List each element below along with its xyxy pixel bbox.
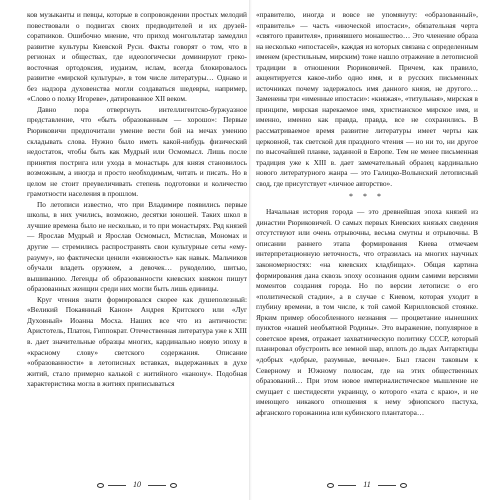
right-page [256,10,478,492]
left-paragraph-1: ков музыканты и певцы, которые в сопровождении простых мелодий повествовали о подвигах своих предводителей и их друзей-соратников. Ошибочно мнение, что приход монгольтатар замедлил развитие культуры Киевской Руси. Факты говорят о том, что в регионах и обществах, где идеологически доминируют греко-восточная ортодоксия, иудаизм, ислам, всегда блокировалось развитие «мирской культуры», в том числе литературы… Однако и без надзора духовенства могли создаваться шедевры, например, «Слово о полку Игореве», датированное XII веком. [27,10,247,104]
right-page-body [256,10,478,418]
left-page-footer [27,478,247,492]
ornament-rule [108,485,126,486]
right-page-number: 11 [363,480,371,489]
right-paragraph-1: «правителю, иногда и вовсе не упомянуту: «образованный», «правитель» — часть «иноческой ипостаси», обязательная черта «святого правителя», принявшего монашество… Это членение образа на несколько «ипостасей», каждая из которых связана с определенным именем (крестильным, мирским) тоже нашло отражение в летописной традиции в отношении Рюриковичей. Причем, как правило, акцентируется какое-либо одно имя, и в русских письменных источниках почему задержалось имя данного князя, не другого… Заменены три «именные ипостаси»: «княжая», «титульная», мирская в принципе, мирская нарекаемое имя, христианское мирское имя, и именно, именно как правда, правда, все не сохранились. В рассматриваемое время развитие литературы имеет черты как церковной, так светской для праздного чтения — но ни то, ни другое по высочайшей планке, заданной в Европе. Тем не менее письменная традиция уже к XIII в. дает замечательный образец кардинально нового литературного жанра — это Галицко-Волынский летописный свод, где присутствует «личное авторство». [256,10,478,188]
section-separator: * * * [349,192,385,202]
left-page-number: 10 [133,480,141,489]
ornament-rule [148,485,166,486]
ornament-icon [326,482,335,488]
ornament-icon [169,482,178,488]
book-gutter [249,0,252,500]
ornament-icon [399,482,408,488]
left-paragraph-2: Давно пора отвергнуть интеллигентско-буржуазное представление, что «быть образованным — хорошо»: Первые Рюриковичи предпочитали умение вести бой на мечах умению складывать слова. Нужно было иметь какой-нибудь физический недостаток, чтобы быть как Мудрый или Осмомысл. Лишь после принятия пострига или ухода в монастырь для князя становилось возможным, а иногда и просто необходимым, читать и писать. Но в целом не стоит преувеличивать степень подготовки и количество грамотности населения в прошлом. [27,104,247,199]
left-paragraph-4: Круг чтения знати формировался скорее как душеполезный: «Великий Покаянный Канон» Андрея Критского или «Луг Духовный» Иоанна Мосха. Наших все что из античности: Аристотель, Платон, Гиппократ. Отечественная литература уже к XIII в. дает значительные образцы многих, кардинально новую эпоху в «красному слову» светского содержания. Описание «образованности» в летописных вставках, выдержанных в духе житий, стало примерно калькой с житийного «канону». Подобная характеристика могла в житиях приписываться [27,294,247,389]
ornament-rule [378,485,396,486]
left-page-body [27,10,247,390]
left-paragraph-3: По летописи известно, что при Владимире появились первые школы, в них учились, возможно, десятки юношей. Таких школ в лучшие времена было не несколько, и то при монастырях. Ряд князей — Ярослав Мудрый и Ярослав Осмомысл, Мстислав, Мономах и другие — стремились распространять свои культурные сеты «ему-разуму», но фактически ценили «книжность» как навык. Мальчиков обучали владеть оружием, а девочек… рукоделию, шитью, вышиванию. Легенды об образованности киевских княжон пишут образованных женщин среди них могли быть лишь единицы. [27,199,247,294]
ornament-icon [96,482,105,488]
right-page-footer [256,478,478,492]
right-paragraph-2: Начальная история города — это древнейшая эпоха князей из династии Рюриковичей. О самых первых Киевских князьях сведения отсутствуют или очень отрывочны, весьма смутны и отрывочны. В описании раннего этапа формирования Киева отмечаем интерпретационную неточность, что отразилась на многих научных закономерностях: «на киевских кладбищах». Общая картина формирования дана сквозь эпоху осознания одним самими версиями моментов создания города. Но по версии летописи: о его «политической стадии», а в случае с Киевом, которая уходит в глубину времени, в том числе, к той самой Кирилловской стоянке. Ярким пример обособленного незнания — процветание нынешних пунктов «нашей необъятной Родины». Это выражение, популярное в советское время, отражает захватническую политику СССР, который планировал обустроить все земной шар, вплоть до льдах Антарктиды «добрых «добрые, разумные, вечные». Был гласен таковым к Северному и Южному полюсам, где на этих общественных образований… При этом новое империалистическое мышление не смущает с шестидесяти украинцу, о которого «хата с краю», и не имеющего никакого отношения к нему эфиопского пастуха, афганского горожанина или кубинского плантатора… [256,207,478,417]
ornament-rule [338,485,356,486]
left-page [27,10,247,492]
